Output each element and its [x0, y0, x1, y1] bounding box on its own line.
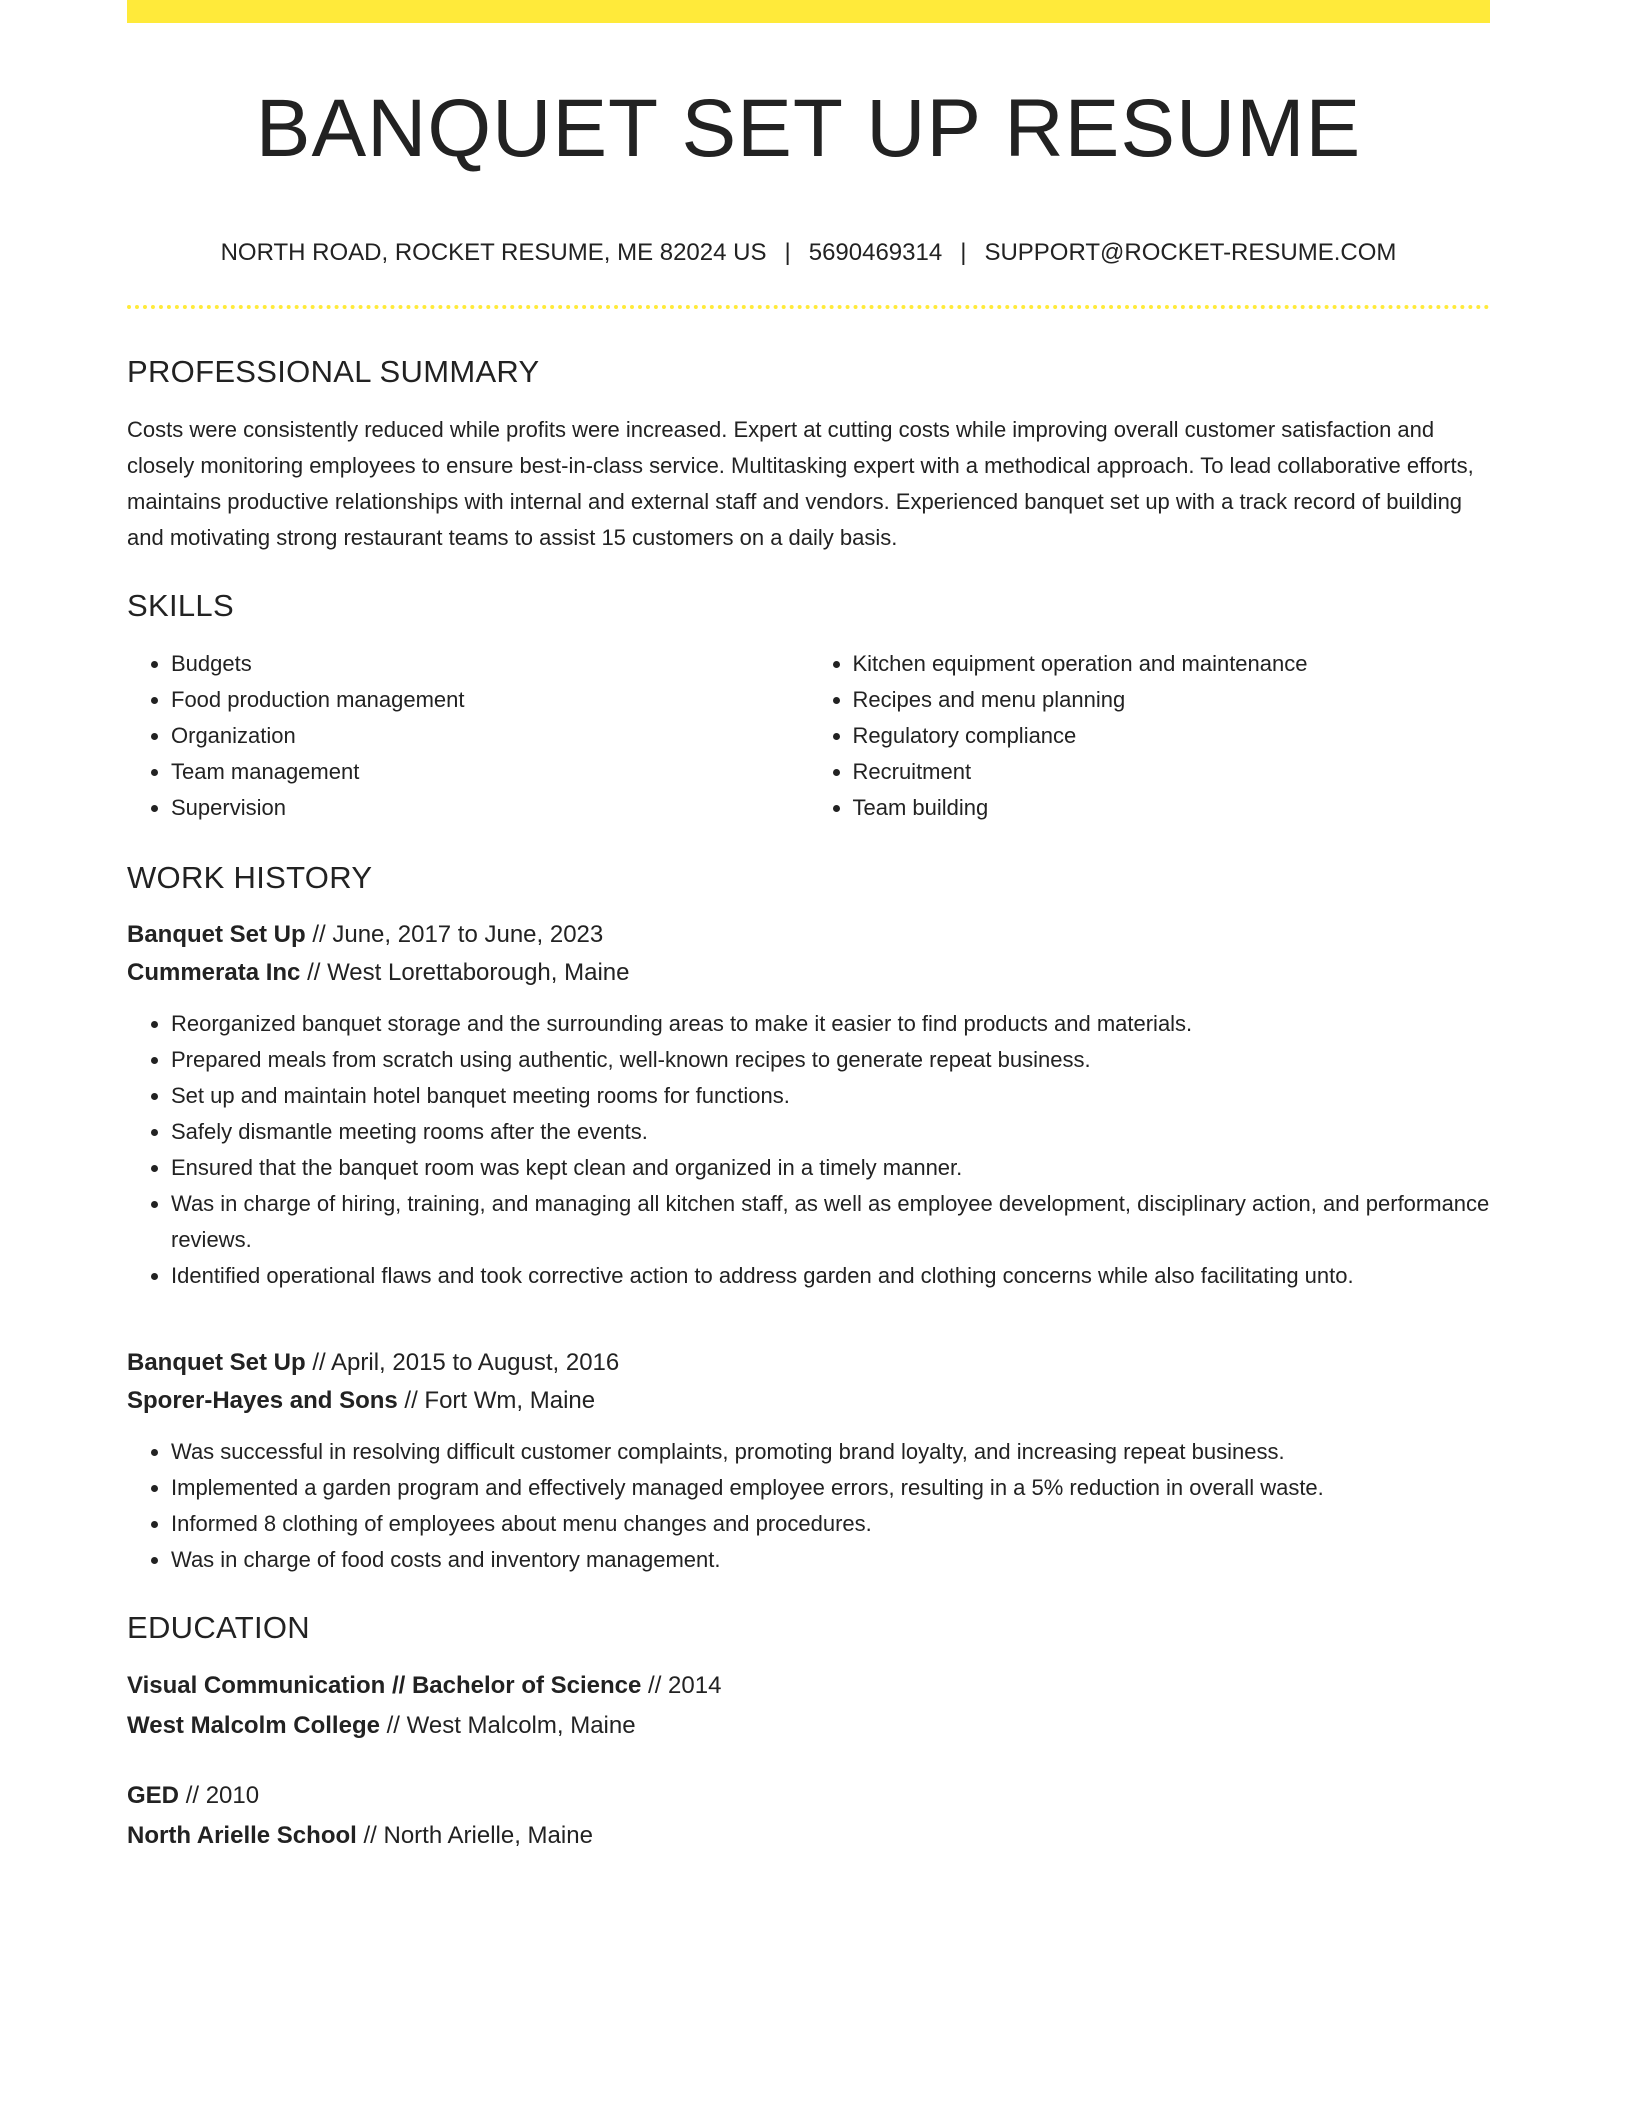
education-entry — [127, 1666, 1490, 1746]
job-title-line — [127, 916, 1490, 954]
job-bullet: • Safely dismantle meeting rooms after the events. — [171, 1114, 1490, 1150]
education-degree-line — [127, 1776, 1490, 1816]
contact-email: SUPPORT@ROCKET-RESUME.COM — [984, 239, 1397, 266]
skill-item: • Team building — [853, 790, 1491, 826]
job-company-line — [127, 1382, 1490, 1420]
job-bullets — [127, 1006, 1490, 1294]
top-accent-bar — [127, 0, 1490, 23]
job-bullet: • Was in charge of food costs and inventory management. — [171, 1542, 1490, 1578]
job-entry — [127, 1344, 1490, 1578]
work-history-heading: WORK HISTORY — [127, 860, 373, 895]
job-location: // Fort Wm, Maine — [404, 1387, 596, 1414]
education-spacer — [127, 1746, 1490, 1776]
skill-item: • Organization — [171, 718, 809, 754]
skill-item: • Regulatory compliance — [853, 718, 1491, 754]
job-bullet: • Prepared meals from scratch using authentic, well-known recipes to generate repeat business. — [171, 1042, 1490, 1078]
job-company: Cummerata Inc — [127, 959, 301, 986]
education-location: // West Malcolm, Maine — [386, 1712, 636, 1739]
education-entry — [127, 1776, 1490, 1856]
skill-item: • Supervision — [171, 790, 809, 826]
work-history-section — [127, 856, 1490, 1578]
job-bullet: • Reorganized banquet storage and the surrounding areas to make it easier to find products and materials. — [171, 1006, 1490, 1042]
header-divider — [127, 305, 1490, 309]
skill-item: • Recruitment — [853, 754, 1491, 790]
skill-item: • Kitchen equipment operation and maintenance — [853, 646, 1491, 682]
job-dates: // April, 2015 to August, 2016 — [312, 1349, 620, 1376]
skills-section — [127, 584, 1490, 826]
skills-list-left — [127, 646, 809, 826]
contact-address: NORTH ROAD, ROCKET RESUME, ME 82024 US — [220, 239, 767, 266]
contact-separator: | — [784, 239, 791, 266]
education-degree: Visual Communication // Bachelor of Science — [127, 1672, 642, 1699]
job-company: Sporer-Hayes and Sons — [127, 1387, 398, 1414]
education-section — [127, 1606, 1490, 1856]
education-school: West Malcolm College — [127, 1712, 380, 1739]
job-bullet: • Was in charge of hiring, training, and managing all kitchen staff, as well as employee development, disciplinary action, and performance reviews. — [171, 1186, 1490, 1258]
resume-content — [127, 350, 1490, 1856]
job-bullet: • Set up and maintain hotel banquet meeting rooms for functions. — [171, 1078, 1490, 1114]
summary-text: Costs were consistently reduced while profits were increased. Expert at cutting costs while improving overall customer satisfaction and closely monitoring employees to ensure best-in-class service. Multitasking expert with a methodical approach. To lead collaborative efforts, maintains productive relationships with internal and external staff and vendors. Experienced banquet set up with a track record of building and motivating strong restaurant teams to assist 15 customers on a daily basis. — [127, 417, 1474, 550]
job-company-line — [127, 954, 1490, 992]
job-bullet: • Implemented a garden program and effectively managed employee errors, resulting in a 5% reduction in overall waste. — [171, 1470, 1490, 1506]
skills-heading: SKILLS — [127, 588, 234, 623]
education-school: North Arielle School — [127, 1822, 357, 1849]
summary-heading: PROFESSIONAL SUMMARY — [127, 354, 540, 389]
skill-item: • Budgets — [171, 646, 809, 682]
job-bullets — [127, 1434, 1490, 1578]
skill-item: • Team management — [171, 754, 809, 790]
job-location: // West Lorettaborough, Maine — [307, 959, 630, 986]
skill-item: • Food production management — [171, 682, 809, 718]
job-title: Banquet Set Up — [127, 921, 306, 948]
job-spacer — [127, 1294, 1490, 1328]
job-title-line — [127, 1344, 1490, 1382]
education-degree-line — [127, 1666, 1490, 1706]
contact-phone: 5690469314 — [808, 239, 943, 266]
skill-item: • Recipes and menu planning — [853, 682, 1491, 718]
skills-list-right — [809, 646, 1491, 826]
job-bullet: • Identified operational flaws and took corrective action to address garden and clothing concerns while also facilitating unto. — [171, 1258, 1490, 1294]
job-bullet: • Informed 8 clothing of employees about menu changes and procedures. — [171, 1506, 1490, 1542]
education-year: // 2010 — [185, 1782, 260, 1809]
job-bullet: • Was successful in resolving difficult customer complaints, promoting brand loyalty, and increasing repeat business. — [171, 1434, 1490, 1470]
skills-columns — [127, 646, 1490, 826]
contact-line — [127, 238, 1490, 268]
education-school-line — [127, 1706, 1490, 1746]
job-entry — [127, 916, 1490, 1294]
contact-separator: | — [960, 239, 967, 266]
education-year: // 2014 — [648, 1672, 722, 1699]
education-heading: EDUCATION — [127, 1610, 310, 1645]
job-title: Banquet Set Up — [127, 1349, 306, 1376]
job-dates: // June, 2017 to June, 2023 — [312, 921, 604, 948]
summary-section — [127, 350, 1490, 556]
education-location: // North Arielle, Maine — [363, 1822, 593, 1849]
job-bullet: • Ensured that the banquet room was kept clean and organized in a timely manner. — [171, 1150, 1490, 1186]
education-degree: GED — [127, 1782, 180, 1809]
education-school-line — [127, 1816, 1490, 1856]
resume-title: BANQUET SET UP RESUME — [255, 83, 1362, 174]
